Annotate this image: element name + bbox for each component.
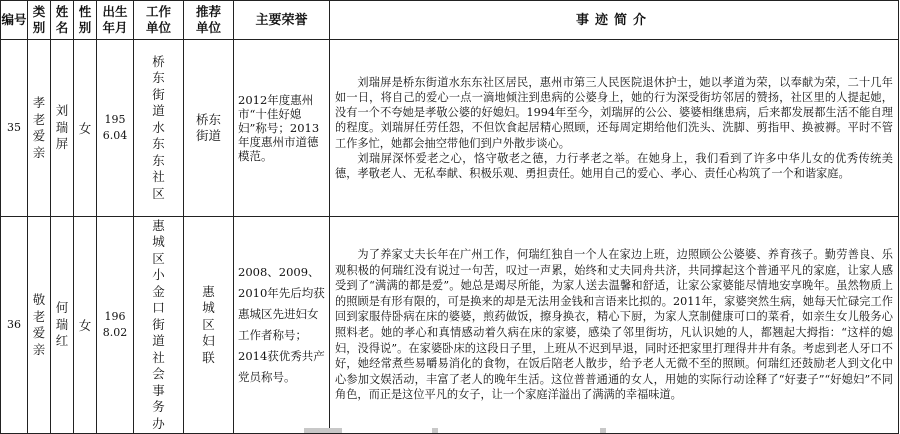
row-category: 孝老爱亲 (28, 40, 51, 217)
header-category: 类别 (28, 1, 51, 40)
page-footer-marks (0, 426, 900, 434)
row-number: 35 (1, 40, 28, 217)
header-deeds: 事迹简介 (330, 1, 899, 40)
row-deeds (330, 40, 899, 217)
deeds-paragraph: 为了养家丈夫长年在广州工作，何瑞红独自一个人在家边上班，边照顾公公婆婆、养育孩子。勤劳善良、乐观积极的何瑞红没有说过一句苦，叹过一声累，始终和丈夫同舟共济，共同撑起这个普通平凡的家庭，让家人感受到了“满满的都是爱”。她总是竭尽所能，为家人送去温馨和舒适，让家公家婆能尽情地安享晚年。虽然物质上的照顾是有形有限的，可是换来的却是无法用金钱和言语来比拟的。2011年，家婆突然生病，她每天忙碌完工作回到家服侍卧病在床的婆婆，煎药做饭，擦身换衣，精心下厨，为家人烹制健康可口的菜肴，如亲生女儿般务心照料老。她的孝心和真情感动着久病在床的家婆，感染了邻里街坊，凡认识她的人，都翘起大拇指：“这样的媳妇，没得说”。在家婆卧床的这段日子里，上班从不迟到早退，同时还把家里打理得井井有条。考虑到老人牙口不好，她经常煮些易嚼易消化的食物，在饭后陪老人散步，给予老人无微不至的照顾。何瑞红还鼓励老人到文化中心参加文娱活动，丰富了老人的晚年生活。这位普普通通的女人，用她的实际行动诠释了“好妻子”“好媳妇”不同角色，而正是这位平凡的女子，让一个家庭洋溢出了满满的幸福味道。 (335, 248, 893, 402)
footer-mark (432, 428, 438, 433)
header-birth: 出生年月 (97, 1, 134, 40)
header-number: 编号 (1, 1, 28, 40)
table-row (1, 217, 899, 434)
row-birth: 1968.02 (97, 217, 134, 434)
row-recommender: 桥东街道 (184, 40, 234, 217)
header-honors: 主要荣誉 (234, 1, 330, 40)
row-honors: 2012年度惠州市“十佳好媳妇”称号；2013年度惠州市道德模范。 (234, 40, 330, 217)
deeds-paragraph: 刘瑞屏是桥东街道水东东社区居民，惠州市第三人民医院退休护士，她以孝道为荣，以奉献为荣，二十几年如一日，将自己的爱心一点一滴地倾注到患病的公婆身上，她的行为深受街坊邻居的赞扬，社区里的人提起她，没有一个不夸她是孝敬公婆的好媳妇。1994年至今，刘瑞屏的公公、婆婆相继患病，后来都发展都生活不能自理的程度。刘瑞屏任劳任怨，不但饮食起居精心照顾，还每周定期给他们洗头、洗脚、剪指甲、换被褥。平时不管工作多忙，她都会抽空带他们到户外散步谈心。 (335, 75, 893, 150)
header-row (1, 1, 899, 40)
header-workplace: 工作单位 (134, 1, 184, 40)
row-deeds (330, 217, 899, 434)
header-gender: 性别 (74, 1, 97, 40)
row-recommender: 惠城区妇联 (184, 217, 234, 434)
row-number: 36 (1, 217, 28, 434)
row-birth: 1956.04 (97, 40, 134, 217)
deeds-paragraph: 刘瑞屏深怀爱老之心，恪守敬老之德，力行孝老之举。在她身上，我们看到了许多中华儿女的优秀传统美德，孝敬老人、无私奉献、积极乐观、勇担责任。她用自己的爱心、孝心、责任心构筑了一个和谐家庭。 (335, 151, 893, 180)
row-workplace: 惠城区小金口街道社会事务办 (134, 217, 184, 434)
row-gender: 女 (74, 40, 97, 217)
footer-mark (600, 428, 606, 433)
row-honors: 2008、2009、2010年先后均获惠城区先进妇女工作者称号；2014获优秀共产党员称号。 (234, 217, 330, 434)
row-workplace: 桥东街道水东东社区 (134, 40, 184, 217)
table-row (1, 40, 899, 217)
header-recommender: 推荐单位 (184, 1, 234, 40)
header-name: 姓名 (51, 1, 74, 40)
row-name: 刘瑞屏 (51, 40, 74, 217)
row-name: 何瑞红 (51, 217, 74, 434)
row-category: 敬老爱亲 (28, 217, 51, 434)
footer-mark (304, 428, 342, 433)
row-gender: 女 (74, 217, 97, 434)
